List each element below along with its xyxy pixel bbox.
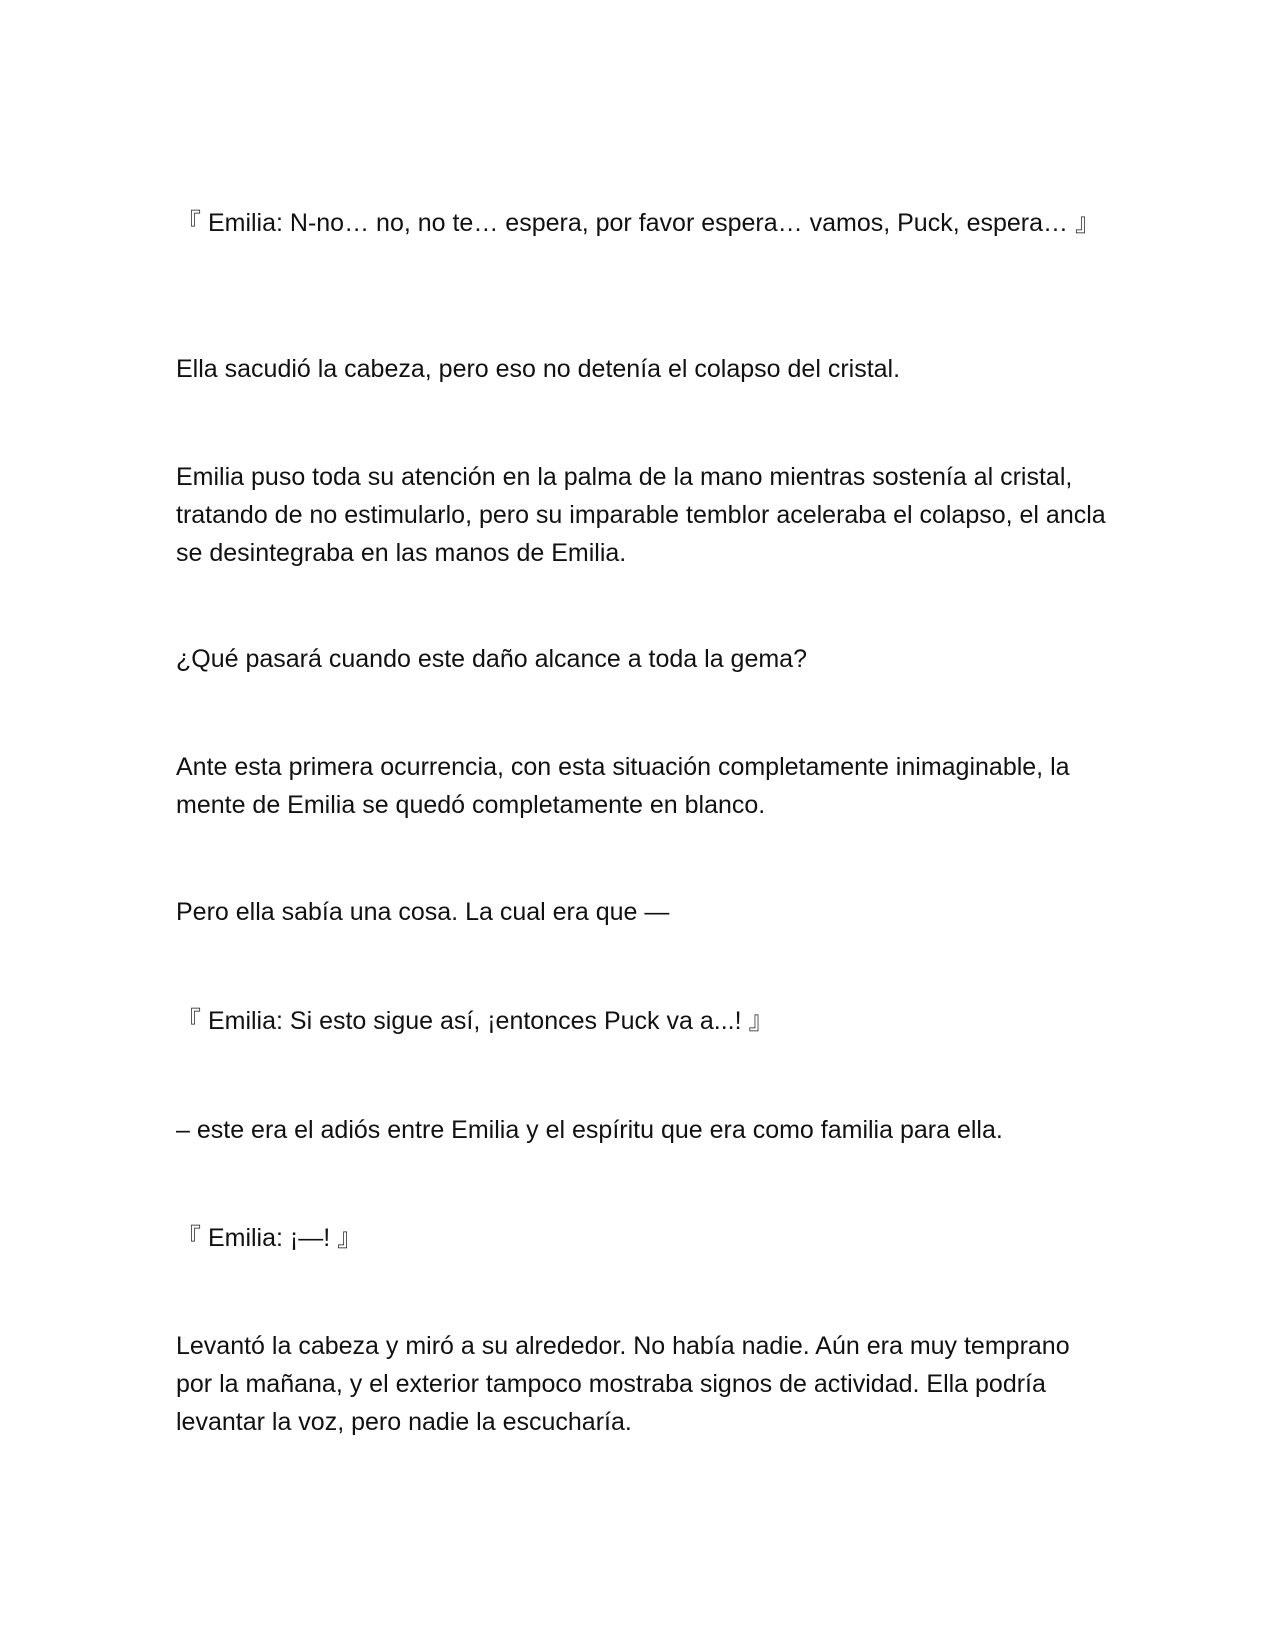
paragraph-levanto: Levantó la cabeza y miró a su alrededor. No había nadie. Aún era muy temprano por la mañana, y el exterior tampoco mostraba signos de actividad. Ella podría levantar la voz, pero nadie la escucharía. bbox=[176, 1332, 1070, 1436]
paragraph-sacudio: Ella sacudió la cabeza, pero eso no detenía el colapso del cristal. bbox=[176, 355, 901, 383]
paragraph-adios: – este era el adiós entre Emilia y el espíritu que era como familia para ella. bbox=[176, 1116, 1003, 1144]
dialogue-emilia-sigue: 『 Emilia: Si esto sigue así, ¡entonces Puck va a...! 』 bbox=[176, 1007, 774, 1035]
dialogue-emilia-nno: 『 Emilia: N-no… no, no te… espera, por favor espera… vamos, Puck, espera… 』 bbox=[176, 209, 1100, 237]
paragraph-pregunta: ¿Qué pasará cuando este daño alcance a toda la gema? bbox=[176, 645, 807, 673]
paragraph-atencion: Emilia puso toda su atención en la palma de la mano mientras sostenía al cristal, tratando de no estimularlo, pero su imparable temblor aceleraba el colapso, el ancla se desintegraba en las manos de Emilia. bbox=[176, 463, 1106, 567]
dialogue-emilia-exclamacion: 『 Emilia: ¡—! 』 bbox=[176, 1224, 363, 1252]
paragraph-ocurrencia: Ante esta primera ocurrencia, con esta situación completamente inimaginable, la mente de Emilia se quedó completamente en blanco. bbox=[176, 753, 1070, 819]
paragraph-una-cosa: Pero ella sabía una cosa. La cual era que — bbox=[176, 898, 670, 926]
